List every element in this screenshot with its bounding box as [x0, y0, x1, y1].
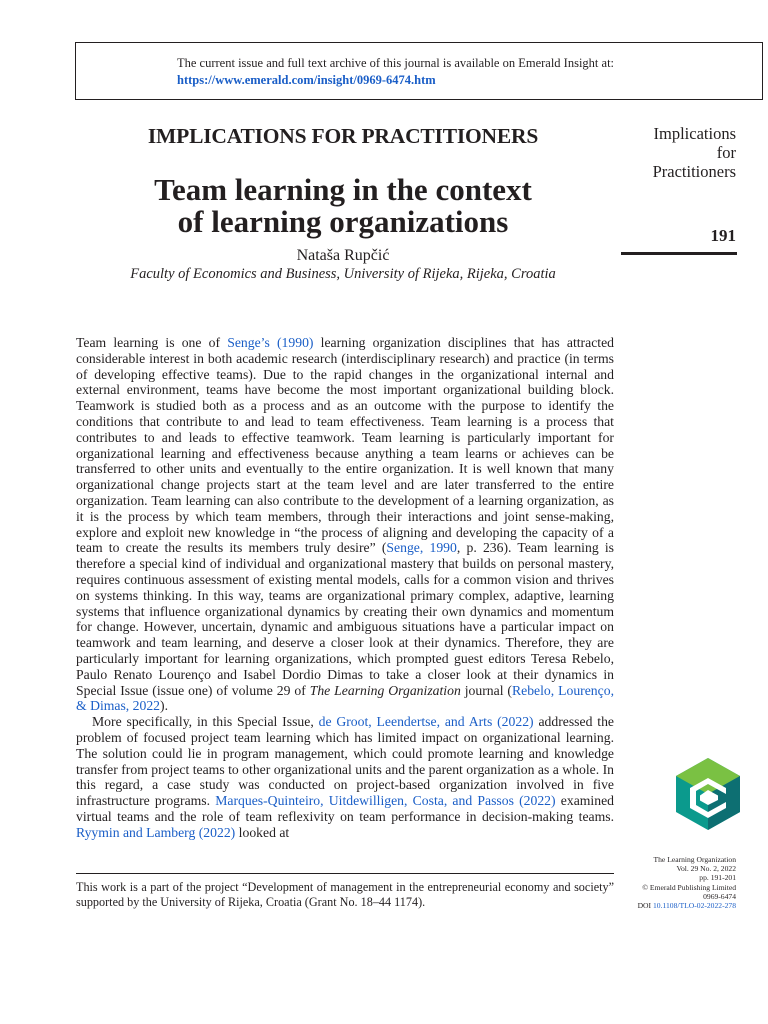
page-number-rule: [621, 252, 737, 255]
running-head: [653, 124, 736, 181]
author-affiliation: Faculty of Economics and Business, University of Rijeka, Rijeka, Croatia: [130, 266, 556, 282]
text-span: examined virtual teams and the role of team reflexivity on team performance in decision-making teams.: [76, 793, 614, 824]
body-paragraph-1: [76, 335, 614, 714]
text-span: journal (: [460, 682, 512, 698]
text-span: More specifically, in this Special Issue,: [92, 714, 319, 730]
journal-metadata: [638, 855, 736, 910]
article-title: [76, 174, 610, 238]
access-notice-text: The current issue and full text archive of this journal is available on Emerald Insight at:: [177, 56, 615, 70]
text-span: Team learning is one of: [76, 335, 228, 350]
journal-title: The Learning Organization: [653, 855, 736, 864]
journal-pages: pp. 191-201: [699, 873, 736, 883]
journal-volume: Vol. 29 No. 2, 2022: [676, 864, 736, 874]
citation-link[interactable]: Senge, 1990: [386, 540, 457, 556]
citation-link[interactable]: de Groot, Leendertse, and Arts (2022): [318, 714, 534, 730]
footnote-rule: [76, 873, 614, 874]
citation-link[interactable]: Marques-Quinteiro, Uitdewilligen, Costa, and Passos (2022): [215, 793, 556, 809]
emerald-publishing-logo-icon: [676, 758, 740, 830]
journal-copyright: © Emerald Publishing Limited: [642, 882, 736, 892]
section-heading: IMPLICATIONS FOR PRACTITIONERS: [147, 124, 539, 148]
text-span: looked at: [235, 824, 290, 840]
footnote: This work is a part of the project “Development of management in the entrepreneurial economy and society” supported by the University of Rijeka, Croatia (Grant No. 18–44 1174).: [76, 880, 614, 909]
access-notice-box: [75, 42, 763, 100]
journal-url-link[interactable]: [177, 73, 436, 88]
article-title-line1: Team learning in the context: [154, 172, 532, 207]
running-head-line1: Implications: [653, 124, 736, 143]
doi-label: DOI: [637, 901, 653, 911]
journal-doi: [638, 901, 736, 910]
running-head-line3: Practitioners: [652, 162, 736, 181]
text-span: addressed the problem of focused project team learning which has limited impact on organizational learning. The solution could lie in program management, which could promote learning and knowledge transfer from project teams to other organizational units and the parent organization as a whole. In this regard, a case study was conducted on project-based organization involved in five infrastructure programs.: [76, 714, 614, 809]
author-name: Nataša Rupčić: [296, 247, 390, 264]
text-span: , p. 236). Team learning is therefore a special kind of individual and organizational mastery that builds on personal mastery, requires continuous assessment of existing mental models, calls for a common vision and thrives on systems thinking. In this way, teams are organizational primary complex, adaptive, learning systems that influence organizational dynamics by creating their own dynamics and momentum for change. However, uncertain, dynamic and ambiguous situations have a particular impact on teamwork and team learning, and deserve a closer look at their dynamics. Therefore, they are particularly important for learning organizations, which prompted guest editors Teresa Rebelo, Paulo Renato Lourenço and Isabel Dordio Dimas to take a closer look at their dynamics in Special Issue (issue one) of volume 29 of: [76, 540, 614, 698]
text-span: ).: [160, 698, 169, 714]
journal-url[interactable]: https://www.emerald.com/insight/0969-6474.htm: [177, 73, 436, 87]
citation-link[interactable]: Ryymin and Lamberg (2022): [76, 824, 236, 840]
journal-issn: 0969-6474: [703, 891, 736, 901]
running-head-line2: for: [716, 143, 736, 162]
journal-name: The Learning Organization: [309, 682, 461, 698]
doi-link[interactable]: 10.1108/TLO-02-2022-278: [652, 901, 736, 911]
text-span: learning organization disciplines that has attracted considerable interest in both academic research (interdisciplinary research) and practice (in terms of developing effective teams). Due to the rapid changes in the organizational internal and external environment, teams have become the most important organizational building block. Teamwork is studied both as a process and as an outcome with the purpose to identify the conditions that contribute to and lead to team effectiveness. Team learning is a process that contributes to and leads to effective teamwork. Team learning is particularly important for organizational learning and effectiveness because anything a team learns or achieves can be transferred to other units and eventually to the entire organization. It is well known that many organizational change projects start at the team level and are later transferred to the entire organization. Team learning can also contribute to the development of a learning organization, as it is the process by which team members, through their interactions and joint sense-making, explore and exploit new knowledge in “the process of aligning and developing the capacity of a team to create the results its members truly desire” (: [76, 335, 614, 556]
article-body: [76, 335, 614, 841]
citation-link[interactable]: Rebelo, Lourenço, & Dimas, 2022: [76, 682, 614, 714]
page-number: 191: [710, 226, 736, 245]
citation-link[interactable]: Senge’s (1990): [227, 335, 314, 350]
article-title-line2: of learning organizations: [177, 204, 509, 239]
body-paragraph-2: [76, 714, 614, 840]
